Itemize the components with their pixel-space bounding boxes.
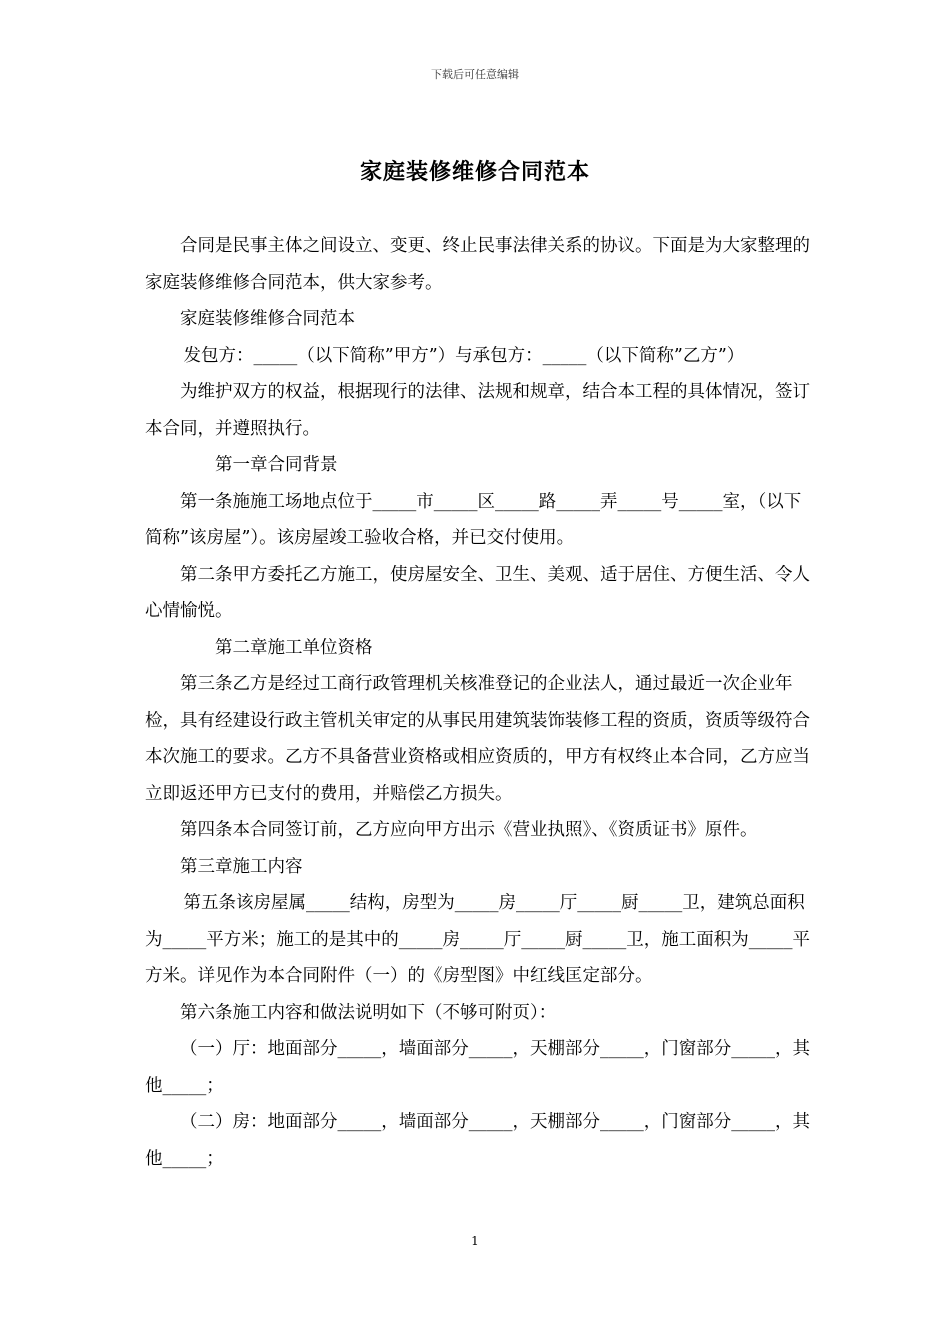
chapter-heading-3: 第三章施工内容	[180, 856, 303, 877]
article-2: 第二条甲方委托乙方施工，使房屋安全、卫生、美观、适于居住、方便生活、令人心情愉悦。	[145, 564, 810, 621]
article-6: 第六条施工内容和做法说明如下（不够可附页）：	[180, 1002, 557, 1023]
chapter-heading-2: 第二章施工单位资格	[215, 637, 373, 658]
chapter-heading-1: 第一章合同背景	[215, 455, 338, 475]
document-body	[145, 228, 817, 1177]
article-6-item-2: （二）房：地面部分_____，墙面部分_____，天棚部分_____，门窗部分_____，其他_____；	[145, 1112, 810, 1169]
paragraph-parties: 发包方：_____（以下简称”甲方”）与承包方：_____（以下简称”乙方”）	[183, 345, 745, 366]
article-1: 第一条施施工场地点位于_____市_____区_____路_____弄_____号_____室，（以下简称”该房屋”）。该房屋竣工验收合格，并已交付使用。	[145, 491, 802, 548]
document-title: 家庭装修维修合同范本	[359, 159, 590, 185]
page-number: 1	[471, 1234, 479, 1248]
article-5: 第五条该房屋属_____结构，房型为_____房_____厅_____厨_____卫，建筑总面积为_____平方米；施工的是其中的_____房_____厅_____厨_____卫，施工面积为_____平方米。详见作为本合同附件（一）的《房型图》中红线匡定部分。	[145, 893, 810, 986]
paragraph-purpose: 为维护双方的权益，根据现行的法律、法规和规章，结合本工程的具体情况，签订本合同，并遵照执行。	[145, 382, 810, 439]
paragraph-subtitle: 家庭装修维修合同范本	[180, 309, 355, 329]
header-note: 下载后可任意编辑	[431, 68, 519, 81]
article-6-item-1: （一）厅：地面部分_____，墙面部分_____，天棚部分_____，门窗部分_____，其他_____；	[145, 1039, 810, 1096]
article-4: 第四条本合同签订前，乙方应向甲方出示《营业执照》、《资质证书》原件。	[180, 820, 758, 840]
paragraph-intro: 合同是民事主体之间设立、变更、终止民事法律关系的协议。下面是为大家整理的家庭装修维修合同范本，供大家参考。	[145, 236, 810, 293]
article-3: 第三条乙方是经过工商行政管理机关核准登记的企业法人，通过最近一次企业年检，具有经建设行政主管机关审定的从事民用建筑装饰装修工程的资质，资质等级符合本次施工的要求。乙方不具备营业资格或相应资质的，甲方有权终止本合同，乙方应当立即返还甲方已支付的费用，并赔偿乙方损失。	[145, 674, 810, 804]
